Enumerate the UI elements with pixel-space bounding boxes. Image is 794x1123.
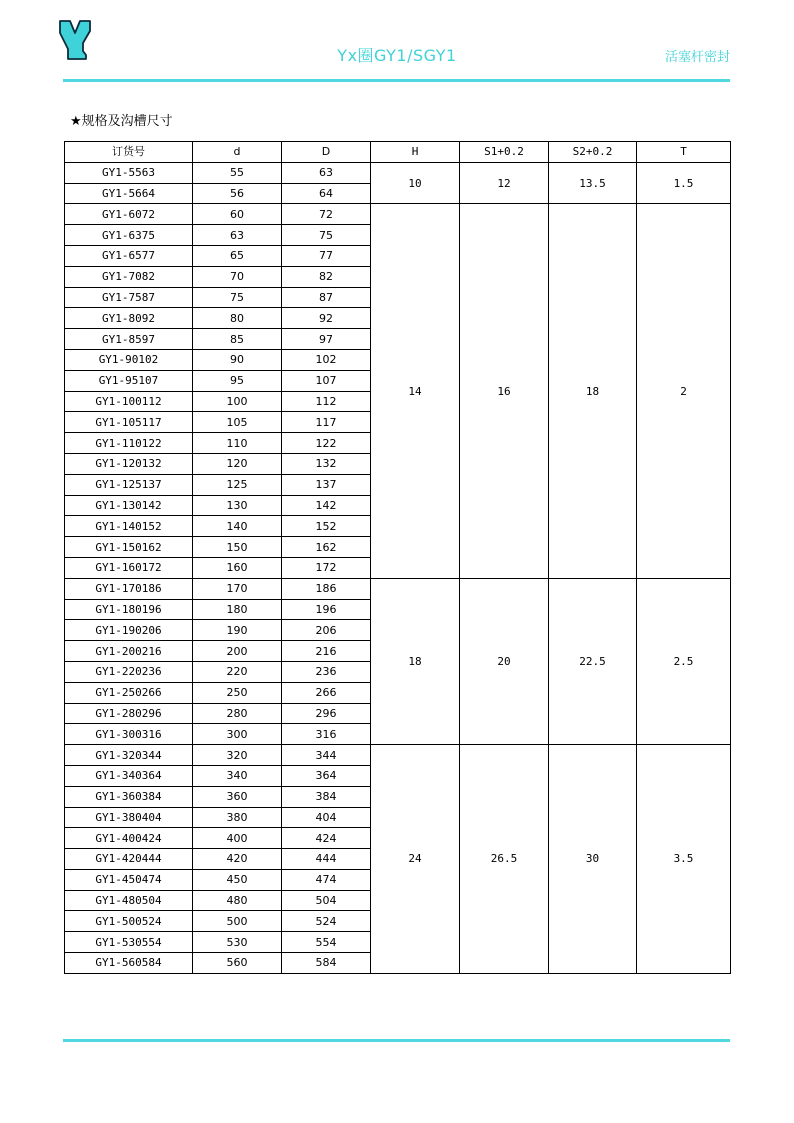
D-cell: 584 [282, 953, 371, 974]
d-cell: 340 [193, 765, 282, 786]
D-cell: 424 [282, 828, 371, 849]
col-header-S1: S1+0.2 [460, 142, 549, 163]
D-cell: 87 [282, 287, 371, 308]
order-no-cell: GY1-340364 [65, 765, 193, 786]
table-row [65, 745, 731, 766]
d-cell: 380 [193, 807, 282, 828]
S2-cell: 30 [549, 745, 637, 974]
D-cell: 404 [282, 807, 371, 828]
D-cell: 137 [282, 474, 371, 495]
order-no-cell: GY1-380404 [65, 807, 193, 828]
D-cell: 77 [282, 245, 371, 266]
D-cell: 384 [282, 786, 371, 807]
T-cell: 1.5 [637, 162, 731, 204]
d-cell: 90 [193, 349, 282, 370]
d-cell: 63 [193, 225, 282, 246]
d-cell: 110 [193, 433, 282, 454]
order-no-cell: GY1-250266 [65, 682, 193, 703]
S1-cell: 26.5 [460, 745, 549, 974]
table-row [65, 578, 731, 599]
d-cell: 400 [193, 828, 282, 849]
D-cell: 72 [282, 204, 371, 225]
order-no-cell: GY1-450474 [65, 869, 193, 890]
col-header-D: D [282, 142, 371, 163]
order-no-cell: GY1-6577 [65, 245, 193, 266]
order-no-cell: GY1-140152 [65, 516, 193, 537]
D-cell: 474 [282, 869, 371, 890]
d-cell: 300 [193, 724, 282, 745]
order-no-cell: GY1-5563 [65, 162, 193, 183]
d-cell: 320 [193, 745, 282, 766]
D-cell: 236 [282, 661, 371, 682]
order-no-cell: GY1-5664 [65, 183, 193, 204]
table-row [65, 204, 731, 225]
order-no-cell: GY1-420444 [65, 849, 193, 870]
d-cell: 95 [193, 370, 282, 391]
col-header-d: d [193, 142, 282, 163]
D-cell: 92 [282, 308, 371, 329]
D-cell: 122 [282, 433, 371, 454]
d-cell: 75 [193, 287, 282, 308]
order-no-cell: GY1-110122 [65, 433, 193, 454]
order-no-cell: GY1-500524 [65, 911, 193, 932]
col-header-T: T [637, 142, 731, 163]
d-cell: 160 [193, 557, 282, 578]
S2-cell: 18 [549, 204, 637, 578]
d-cell: 530 [193, 932, 282, 953]
S1-cell: 20 [460, 578, 549, 744]
H-cell: 18 [371, 578, 460, 744]
order-no-cell: GY1-180196 [65, 599, 193, 620]
order-no-cell: GY1-200216 [65, 641, 193, 662]
order-no-cell: GY1-480504 [65, 890, 193, 911]
D-cell: 107 [282, 370, 371, 391]
order-no-cell: GY1-360384 [65, 786, 193, 807]
header-divider [63, 79, 730, 82]
D-cell: 196 [282, 599, 371, 620]
D-cell: 102 [282, 349, 371, 370]
section-title: ★规格及沟槽尺寸 [70, 114, 173, 129]
d-cell: 190 [193, 620, 282, 641]
d-cell: 85 [193, 329, 282, 350]
order-no-cell: GY1-105117 [65, 412, 193, 433]
S2-cell: 22.5 [549, 578, 637, 744]
order-no-cell: GY1-130142 [65, 495, 193, 516]
D-cell: 162 [282, 537, 371, 558]
order-no-cell: GY1-170186 [65, 578, 193, 599]
page-title: Yx圈GY1/SGY1 [337, 46, 457, 65]
col-header-order-no: 订货号 [65, 142, 193, 163]
order-no-cell: GY1-7082 [65, 266, 193, 287]
D-cell: 206 [282, 620, 371, 641]
d-cell: 56 [193, 183, 282, 204]
d-cell: 80 [193, 308, 282, 329]
order-no-cell: GY1-300316 [65, 724, 193, 745]
spec-table [64, 141, 731, 974]
d-cell: 140 [193, 516, 282, 537]
order-no-cell: GY1-90102 [65, 349, 193, 370]
order-no-cell: GY1-220236 [65, 661, 193, 682]
d-cell: 125 [193, 474, 282, 495]
table-header-row [65, 142, 731, 163]
col-header-S2: S2+0.2 [549, 142, 637, 163]
order-no-cell: GY1-280296 [65, 703, 193, 724]
D-cell: 504 [282, 890, 371, 911]
d-cell: 220 [193, 661, 282, 682]
D-cell: 316 [282, 724, 371, 745]
D-cell: 216 [282, 641, 371, 662]
d-cell: 105 [193, 412, 282, 433]
D-cell: 296 [282, 703, 371, 724]
category-label: 活塞杆密封 [664, 50, 730, 65]
D-cell: 524 [282, 911, 371, 932]
d-cell: 60 [193, 204, 282, 225]
order-no-cell: GY1-100112 [65, 391, 193, 412]
D-cell: 266 [282, 682, 371, 703]
S2-cell: 13.5 [549, 162, 637, 204]
S1-cell: 12 [460, 162, 549, 204]
D-cell: 142 [282, 495, 371, 516]
d-cell: 250 [193, 682, 282, 703]
D-cell: 444 [282, 849, 371, 870]
H-cell: 14 [371, 204, 460, 578]
D-cell: 112 [282, 391, 371, 412]
D-cell: 117 [282, 412, 371, 433]
order-no-cell: GY1-95107 [65, 370, 193, 391]
d-cell: 360 [193, 786, 282, 807]
D-cell: 75 [282, 225, 371, 246]
order-no-cell: GY1-400424 [65, 828, 193, 849]
d-cell: 70 [193, 266, 282, 287]
order-no-cell: GY1-125137 [65, 474, 193, 495]
d-cell: 120 [193, 453, 282, 474]
T-cell: 2.5 [637, 578, 731, 744]
T-cell: 3.5 [637, 745, 731, 974]
T-cell: 2 [637, 204, 731, 578]
D-cell: 63 [282, 162, 371, 183]
S1-cell: 16 [460, 204, 549, 578]
order-no-cell: GY1-560584 [65, 953, 193, 974]
order-no-cell: GY1-530554 [65, 932, 193, 953]
col-header-H: H [371, 142, 460, 163]
d-cell: 65 [193, 245, 282, 266]
D-cell: 152 [282, 516, 371, 537]
D-cell: 554 [282, 932, 371, 953]
d-cell: 280 [193, 703, 282, 724]
d-cell: 180 [193, 599, 282, 620]
order-no-cell: GY1-150162 [65, 537, 193, 558]
d-cell: 480 [193, 890, 282, 911]
d-cell: 420 [193, 849, 282, 870]
D-cell: 344 [282, 745, 371, 766]
order-no-cell: GY1-8597 [65, 329, 193, 350]
D-cell: 82 [282, 266, 371, 287]
d-cell: 200 [193, 641, 282, 662]
order-no-cell: GY1-7587 [65, 287, 193, 308]
d-cell: 450 [193, 869, 282, 890]
D-cell: 364 [282, 765, 371, 786]
D-cell: 132 [282, 453, 371, 474]
D-cell: 97 [282, 329, 371, 350]
d-cell: 55 [193, 162, 282, 183]
table-row [65, 162, 731, 183]
d-cell: 130 [193, 495, 282, 516]
order-no-cell: GY1-6072 [65, 204, 193, 225]
D-cell: 172 [282, 557, 371, 578]
d-cell: 100 [193, 391, 282, 412]
H-cell: 24 [371, 745, 460, 974]
H-cell: 10 [371, 162, 460, 204]
d-cell: 150 [193, 537, 282, 558]
d-cell: 500 [193, 911, 282, 932]
order-no-cell: GY1-190206 [65, 620, 193, 641]
footer-divider [63, 1039, 730, 1042]
D-cell: 64 [282, 183, 371, 204]
order-no-cell: GY1-120132 [65, 453, 193, 474]
order-no-cell: GY1-6375 [65, 225, 193, 246]
order-no-cell: GY1-8092 [65, 308, 193, 329]
d-cell: 170 [193, 578, 282, 599]
D-cell: 186 [282, 578, 371, 599]
d-cell: 560 [193, 953, 282, 974]
order-no-cell: GY1-320344 [65, 745, 193, 766]
order-no-cell: GY1-160172 [65, 557, 193, 578]
